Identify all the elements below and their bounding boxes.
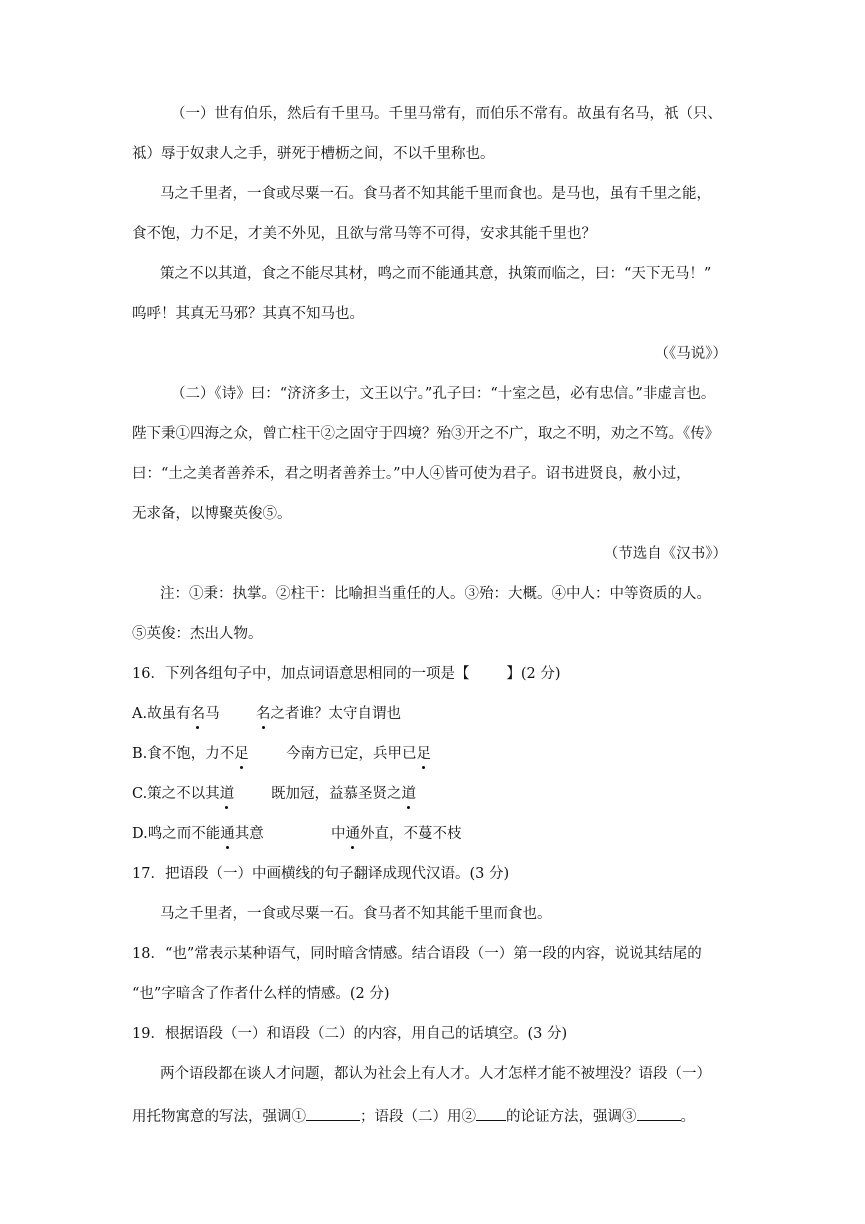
- q16-option-b-right: [286, 744, 431, 764]
- text-segment: A.故虽有: [132, 706, 191, 722]
- emphasis-dot-word: 足: [234, 746, 249, 762]
- text-segment: 马: [205, 706, 220, 722]
- q19-stem: 19．根据语段（一）和语段（二）的内容，用自己的话填空。(3 分): [132, 1026, 568, 1042]
- text-segment: 既加冠，益慕圣贤之: [271, 786, 402, 802]
- answer-blank-1[interactable]: [306, 1104, 360, 1121]
- q16-option-a-right: [256, 704, 401, 724]
- passage2-source: （节选自《汉书》）: [603, 546, 727, 562]
- emphasis-dot-word: 通: [345, 826, 360, 842]
- text-segment: 外直，不蔓不枝: [360, 826, 462, 842]
- q16-stem: 16．下列各组句子中，加点词语意思相同的一项是【 】(2 分): [132, 666, 561, 682]
- q18-stem-line2: “也”字暗含了作者什么样的情感。(2 分): [132, 986, 390, 1002]
- emphasis-dot-word: 名: [190, 706, 206, 722]
- emphasis-dot-word: 道: [401, 786, 416, 802]
- text-segment: 之者谁？太守自谓也: [270, 706, 401, 722]
- q16-option-d-left: [132, 824, 264, 844]
- emphasis-dot-word: 道: [219, 786, 235, 802]
- passage2-line2: 陛下秉①四海之众，曾亡柱干②之固守于四境？殆③开之不广，取之不明，劝之不笃。《传》: [132, 426, 720, 442]
- passage1-p3-line1: 策之不以其道，食之不能尽其材，鸣之而不能通其意，执策而临之，曰：“天下无马！”: [160, 266, 712, 282]
- text-segment: D.鸣之而不能: [132, 826, 221, 842]
- passage1-p2-line2: 食不饱，力不足，才美不外见，且欲与常马等不可得，安求其能千里也？: [132, 226, 596, 242]
- text-segment: 用托物寓意的写法，强调①: [132, 1109, 306, 1125]
- emphasis-dot-word: 名: [256, 706, 271, 722]
- q19-line2: [132, 1104, 695, 1127]
- q16-option-a-left: [132, 704, 220, 724]
- text-segment: 。: [680, 1109, 695, 1125]
- text-segment: C.策之不以其: [132, 786, 220, 802]
- text-segment: 中: [331, 826, 346, 842]
- passage2-notes-line1: 注：①秉：执掌。②柱干：比喻担当重任的人。③殆：大概。④中人：中等资质的人。: [160, 586, 711, 602]
- passage2-notes-line2: ⑤英俊：杰出人物。: [132, 626, 263, 642]
- answer-blank-3[interactable]: [637, 1104, 681, 1121]
- q19-line1: 两个语段都在谈人才问题，都认为社会上有人才。人才怎样才能不被埋没？语段（一）: [160, 1066, 711, 1082]
- q16-option-d-right: [331, 824, 462, 844]
- text-segment: 其意: [234, 826, 264, 842]
- passage1-p1-line1: （一）世有伯乐，然后有千里马。千里马常有，而伯乐不常有。故虽有名马，祇（只、: [171, 106, 722, 122]
- emphasis-dot-word: 足: [416, 746, 431, 762]
- passage2-line1: （二）《诗》曰：“济济多士，文王以宁。”孔子曰：“十室之邑，必有忠信。”非虚言也。: [171, 386, 716, 402]
- answer-blank-2[interactable]: [476, 1104, 506, 1121]
- emphasis-dot-word: 通: [220, 826, 235, 842]
- q16-option-c-right: [271, 784, 416, 804]
- q16-option-b-left: [132, 744, 249, 764]
- passage1-p1-line2: 祗）辱于奴隶人之手，骈死于槽枥之间，不以千里称也。: [132, 146, 495, 162]
- q17-sentence: 马之千里者，一食或尽粟一石。食马者不知其能千里而食也。: [160, 906, 552, 922]
- text-segment: ；语段（二）用②: [360, 1109, 476, 1125]
- passage1-p3-line2: 呜呼！其真无马邪？其真不知马也。: [132, 306, 364, 322]
- q18-stem-line1: 18．“也”常表示某种语气，同时暗含情感。结合语段（一）第一段的内容，说说其结尾的: [132, 946, 702, 962]
- q16-option-c-left: [132, 784, 234, 804]
- passage2-line3: 曰：“土之美者善养禾，君之明者善养士。”中人④皆可使为君子。诏书进贤良，赦小过，: [132, 466, 691, 482]
- passage1-p2-line1: 马之千里者，一食或尽粟一石。食马者不知其能千里而食也。是马也，虽有千里之能，: [160, 186, 711, 202]
- text-segment: 今南方已定，兵甲已: [286, 746, 417, 762]
- q17-stem: 17．把语段（一）中画横线的句子翻译成现代汉语。(3 分): [132, 866, 510, 882]
- passage2-line4: 无求备，以博聚英俊⑤。: [132, 506, 292, 522]
- text-segment: B.食不饱，力不: [132, 746, 235, 762]
- text-segment: 的论证方法，强调③: [506, 1109, 637, 1125]
- passage1-source: （《马说》）: [654, 346, 727, 362]
